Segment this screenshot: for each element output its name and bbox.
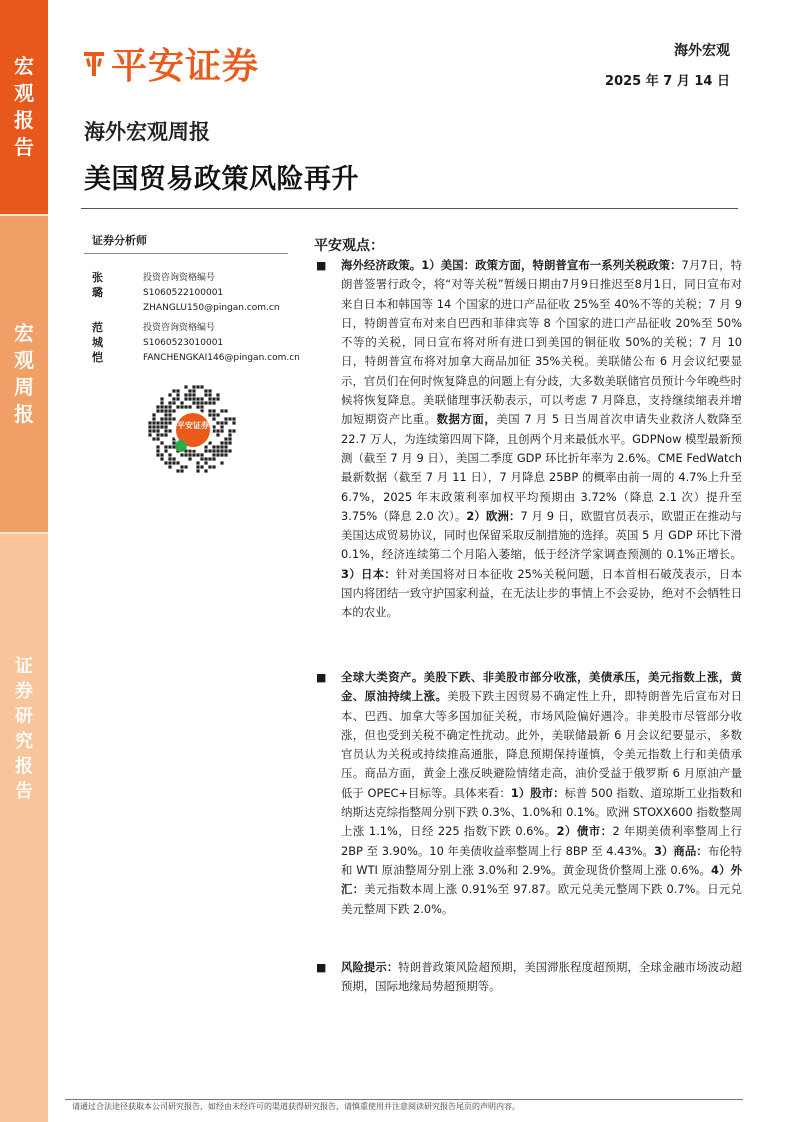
footer-divider <box>65 1099 743 1100</box>
footer-disclaimer: 请通过合法途径获取本公司研究报告，如经由未经许可的渠道获得研究报告，请慎重使用并注意阅读研究报告尾页的声明内容。 <box>72 1102 520 1111</box>
side-label-char: 宏 <box>14 54 34 78</box>
side-label-char: 观 <box>14 348 34 372</box>
analyst-email[interactable]: FANCHENGKAI146@pingan.com.cn <box>143 353 300 363</box>
bullet-square-icon: ■ <box>316 671 327 684</box>
section-tag: 海外宏观 <box>674 43 730 59</box>
analyst-cert-number: S1060523010001 <box>143 338 224 348</box>
analyst-name: 范城恺 <box>92 321 103 364</box>
analyst-details <box>143 271 280 316</box>
point-subhead: 2）债市： <box>556 824 613 839</box>
analyst-name: 张璐 <box>92 271 103 299</box>
bullet-square-icon: ■ <box>316 961 327 974</box>
point-lead: 全球大类资产。美股下跌、非美股市部分收涨，美债承压，美元指数上涨，黄金、原油持续上涨。 <box>341 670 742 704</box>
qr-logo-text: 平安证券 <box>177 421 209 430</box>
side-label-char: 研 <box>15 706 33 727</box>
side-label-macro-weekly <box>0 216 48 532</box>
point-text: 2 年期美债利率整周上行 2BP 至 3.90%。10 年美债收益率整周上行 8BP 至 4.43%。 <box>341 824 743 858</box>
analysts-heading: 证券分析师 <box>92 234 147 247</box>
point-subhead: 1）股市： <box>510 785 565 800</box>
point-global-assets <box>341 668 742 919</box>
analysts-divider <box>84 253 288 254</box>
point-text: 布伦特和 WTI 原油整周分别上涨 3.0%和 2.9%。黄金现货价整周上涨 0.6%。 <box>341 843 742 877</box>
point-subhead: 2）欧洲： <box>466 508 521 523</box>
point-text: 美国 7 月 5 日当周首次申请失业救济人数降至 22.7 万人，为连续第四周下降，且创两个月来最低水平。GDPNow 模型最新预测（截至 7 月 9 日），美国二季度 GDP 环比折年率为 2.6%。CME FedWatch 最新数据（截至 7 月 11 日），7 月降息 25BP 的概率由前一周的 4.7%上升至 6.7%，2025 年末政策利率加权平均预期由 3.72%（降息 2.1 次）提升至 3.75%（降息 2.0 次）。 <box>341 412 742 523</box>
side-label-char: 证 <box>15 656 33 677</box>
side-band <box>0 0 48 1122</box>
point-text: 7月7日，特朗普签署行政令，将“对等关税”暂缓日期由7月9日推迟至8月1日，同日宣布对来自日本和韩国等 14 个国家的进口产品征收 25%至 40%不等的关税；7 月 9 日，特朗普宣布对来自巴西和菲律宾等 8 个国家的进口产品征收 20%至 50%不等的关税，同日宣布将对所有进口到美国的铜征收 50%的关税；7 月 10 日，特朗普宣布将对加拿大商品加征 35%关税。美联储公布 6 月会议纪要显示，官员们在何时恢复降息的问题上有分歧，大多数美联储官员预计今年晚些时候将恢复降息。美联储理事沃勒表示，可以考虑 7 月降息，支持继续缩表并增加短期资产比重。 <box>341 258 742 427</box>
logo-mark-icon <box>81 46 107 80</box>
point-text: 美股下跌主因贸易不确定性上升，即特朗普先后宣布对日本、巴西、加拿大等多国加征关税，市场风险偏好遇冷。非美股市尽管部分收涨，但也受到关税不确定性扰动。此外，美联储最新 6 月会议纪要显示，多数官员认为关税或持续推高通胀，降息预期保持谨慎，令美元指数上行和美债承压。商品方面，黄金上涨反映避险情绪走高，油价受益于俄罗斯 6 月原油产量低于 OPEC+目标等。具体来看： <box>341 689 742 800</box>
point-text: 特朗普政策风险超预期，美国滞胀程度超预期，全球金融市场波动超预期，国际地缘局势超预期等。 <box>341 960 742 994</box>
publish-date: 2025 年 7 月 14 日 <box>605 74 730 89</box>
point-subhead: 3）商品： <box>653 843 708 858</box>
side-label-char: 报 <box>15 756 33 777</box>
point-subhead: 3）日本： <box>341 566 397 581</box>
side-label-char: 报 <box>14 108 34 132</box>
analyst-cert-number: S1060522100001 <box>143 288 224 298</box>
report-title: 美国贸易政策风险再升 <box>84 164 359 195</box>
point-lead: 风险提示： <box>341 960 399 974</box>
key-points-heading: 平安观点： <box>314 238 384 254</box>
side-label-char: 券 <box>15 681 33 702</box>
point-lead: 海外经济政策。1）美国：政策方面，特朗普宣布一系列关税政策： <box>341 258 682 272</box>
wechat-qr-code-icon <box>146 383 240 477</box>
side-label-char: 告 <box>14 135 34 159</box>
point-text: 针对美国将对日本征收 25%关税问题，日本首相石破茂表示，日本国内将团结一致守护国家利益，在无法让步的事情上不会妥协，绝对不会牺牲日本的农业。 <box>341 566 742 620</box>
analyst-details <box>143 321 300 366</box>
point-text: 7 月 9 日，欧盟官员表示，欧盟正在推动与美国达成贸易协议，同时也保留采取反制措施的选择。英国 5 月 GDP 环比下滑 0.1%，经济连续第二个月陷入萎缩，低于经济学家调查预测的 0.1%正增长。 <box>341 508 743 562</box>
point-text: 标普 500 指数、道琼斯工业指数和纳斯达克综指整周分别下跌 0.3%、1.0%和 0.1%。欧洲 STOXX600 指数整周上涨 1.1%，日经 225 指数下跌 0.6%。 <box>341 785 743 839</box>
side-label-research-report <box>0 534 48 1122</box>
analyst-email[interactable]: ZHANGLU150@pingan.com.cn <box>143 303 280 313</box>
logo-text: 平安证券 <box>111 45 260 87</box>
point-overseas-policy <box>341 256 742 623</box>
side-label-macro-report <box>0 0 48 214</box>
header-divider <box>81 208 738 209</box>
side-label-char: 周 <box>14 375 34 399</box>
point-text: 美元指数本周上涨 0.91%至 97.87。欧元兑美元整周下跌 0.7%。日元兑美元整周下跌 2.0%。 <box>341 882 742 916</box>
report-series: 海外宏观周报 <box>84 120 210 144</box>
side-label-char: 究 <box>15 731 33 752</box>
analyst-cert-label: 投资咨询资格编号 <box>143 323 216 333</box>
side-label-char: 报 <box>14 402 34 426</box>
point-subhead: 4）外汇： <box>341 862 743 897</box>
side-label-char: 告 <box>15 781 33 802</box>
side-label-char: 宏 <box>14 321 34 345</box>
side-label-char: 观 <box>14 81 34 105</box>
point-risk-warning <box>341 958 742 997</box>
analyst-cert-label: 投资咨询资格编号 <box>143 273 216 283</box>
point-subhead: 数据方面， <box>436 412 497 427</box>
company-logo <box>81 40 259 86</box>
bullet-square-icon: ■ <box>316 259 327 272</box>
